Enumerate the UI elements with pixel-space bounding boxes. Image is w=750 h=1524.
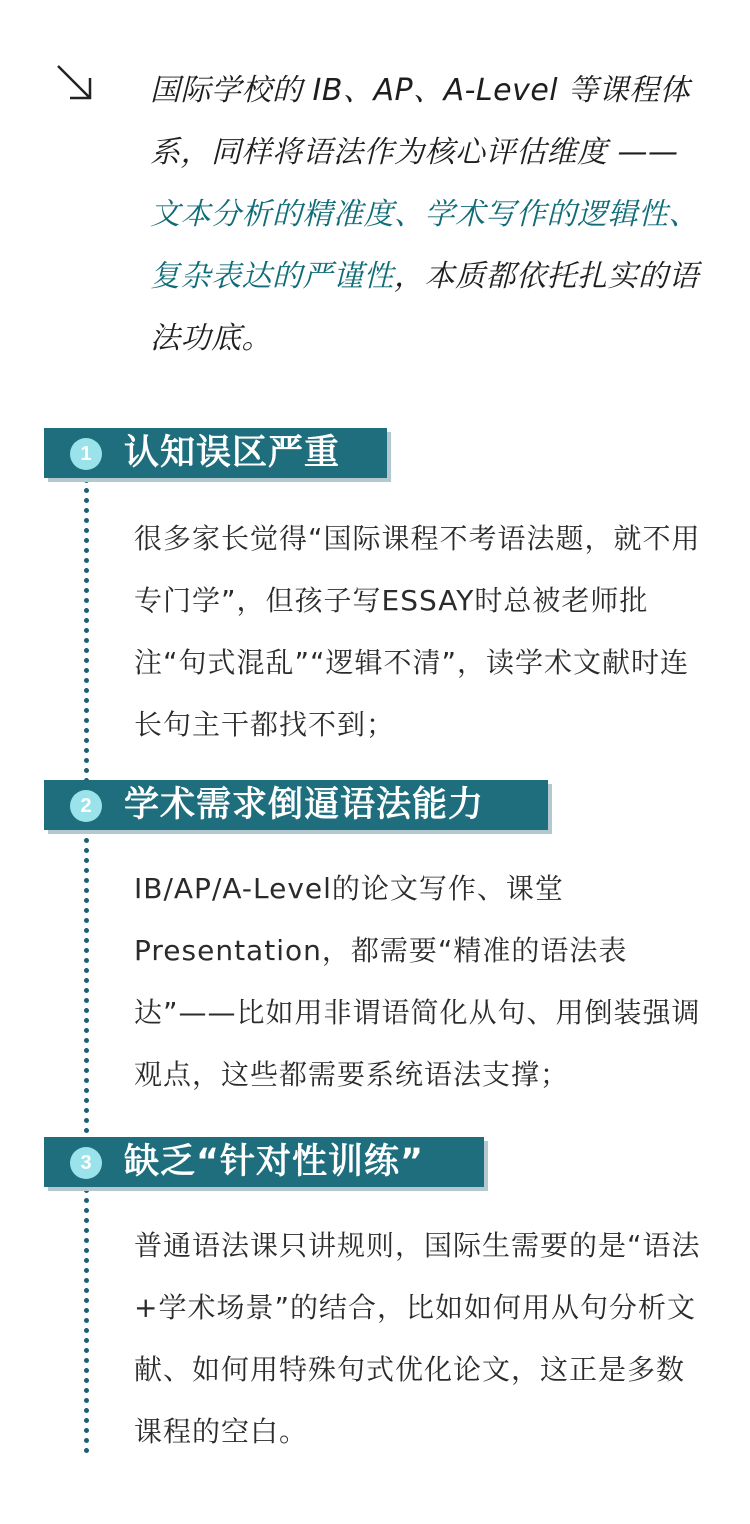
section-header-1 — [44, 428, 387, 478]
section-number-badge: 1 — [70, 438, 102, 470]
section-title: 缺乏“针对性训练” — [124, 1142, 425, 1182]
section-body-3: 普通语法课只讲规则，国际生需要的是“语法+学术场景”的结合，比如如何用从句分析文献、如何用特殊句式优化论文，这正是多数课程的空白。 — [134, 1229, 701, 1448]
intro-paragraph — [150, 60, 710, 370]
timeline-line — [84, 478, 89, 1454]
intro-text-b: ，本质都依托扎实的语法功底。 — [150, 259, 699, 356]
section-title: 认知误区严重 — [124, 433, 341, 473]
section-title: 学术需求倒逼语法能力 — [124, 785, 485, 825]
section-header-3 — [44, 1137, 484, 1187]
section-body-1: 很多家长觉得“国际课程不考语法题，就不用专门学”，但孩子写ESSAY时总被老师批注“句式混乱”“逻辑不清”，读学术文献时连长句主干都找不到； — [134, 522, 701, 741]
section-header-2 — [44, 780, 548, 830]
section-body-2: IB/AP/A-Level的论文写作、课堂 Presentation，都需要“精准的语法表达”——比如用非谓语简化从句、用倒装强调观点，这些都需要系统语法支撑； — [134, 872, 701, 1091]
intro-text-a: 国际学校的 IB、AP、A-Level 等课程体系，同样将语法作为核心评估维度 —— — [150, 73, 691, 170]
section-number-badge: 2 — [70, 790, 102, 822]
section-number-badge: 3 — [70, 1147, 102, 1179]
arrow-down-right-icon — [54, 62, 96, 104]
intro-highlight: 文本分析的精准度、学术写作的逻辑性、复杂表达的严谨性 — [150, 197, 699, 294]
